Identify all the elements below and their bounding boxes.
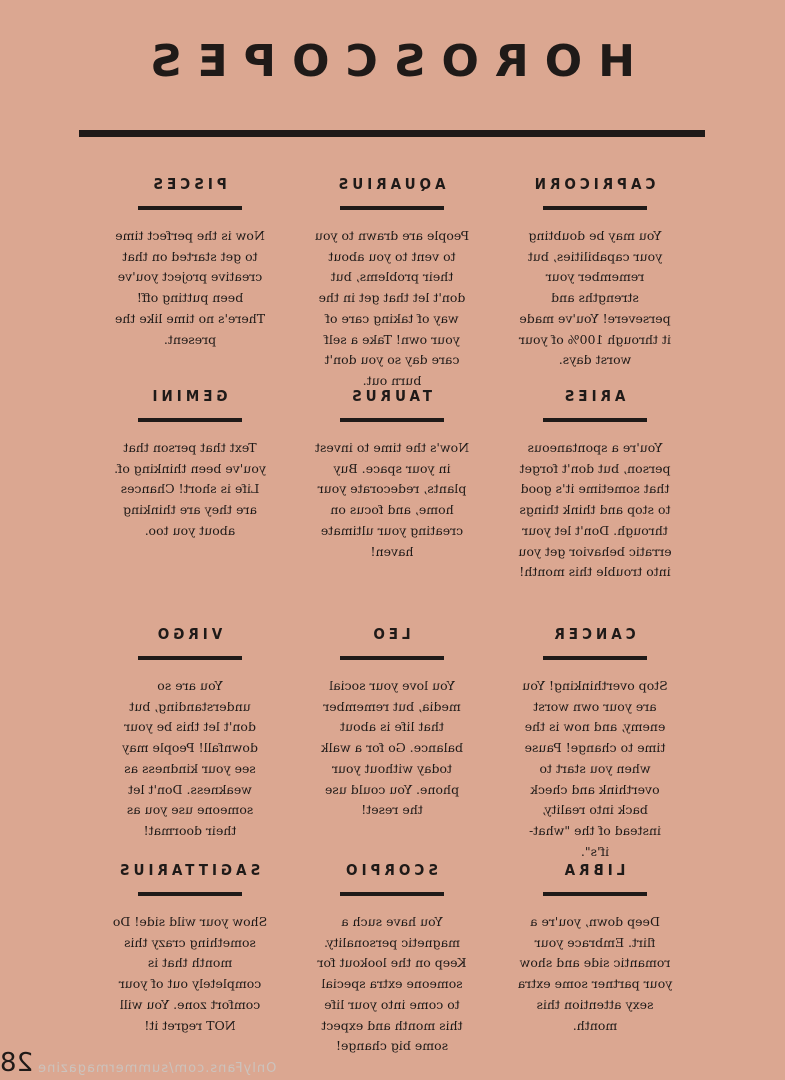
page-footer (0, 1050, 276, 1076)
sign-name: VIRGO (153, 625, 223, 643)
sign-divider (138, 656, 242, 660)
sign-sagittarius (90, 860, 290, 1036)
sign-libra (495, 860, 695, 1036)
sign-divider (543, 418, 647, 422)
sign-name: CANCER (550, 625, 636, 643)
sign-name: GEMINI (148, 387, 228, 405)
sign-name: LEO (369, 625, 411, 643)
sign-name: TAURUS (347, 387, 433, 405)
sign-divider (543, 206, 647, 210)
sign-text: Now's the time to invest in your space. Buy plants, redecorate your home, and focus on creating your ultimate haven! (314, 440, 470, 559)
sign-name: CAPRICORN (530, 175, 656, 193)
sign-leo (292, 624, 492, 821)
sign-text: You love your social media, but remember that life is about balance. Go for a walk today without your phone. You could use the reset! (320, 678, 464, 818)
sign-scorpio (292, 860, 492, 1057)
sign-name: AQUARIUS (334, 175, 446, 193)
sign-name: SCORPIO (342, 861, 438, 879)
sign-text: Deep down, you're a flirt. Embrace your romantic side and show your partner some extra sexy attention this month. (517, 914, 673, 1033)
sign-virgo (90, 624, 290, 842)
sign-divider (340, 656, 444, 660)
sign-pisces (90, 174, 290, 350)
sign-capricorn (495, 174, 695, 371)
page-number: 28 (0, 1048, 34, 1078)
sign-text: You are so understanding, but don't let this be your downfall! People may see your kindness as weakness. Don't let someone use you as their doormat! (122, 678, 258, 838)
sign-divider (138, 418, 242, 422)
sign-divider (340, 206, 444, 210)
sign-divider (340, 418, 444, 422)
sign-aries (495, 386, 695, 583)
sign-divider (543, 892, 647, 896)
sign-divider (138, 892, 242, 896)
sign-cancer (495, 624, 695, 862)
sign-aquarius (292, 174, 492, 392)
sign-taurus (292, 386, 492, 562)
sign-name: ARIES (560, 387, 626, 405)
title-divider (79, 130, 705, 137)
sign-text: You may be doubting your capabilities, but remember your strengths and persevere! You've made it through 100% of your worst days. (518, 228, 672, 368)
footer-url-watermark: OnlyFans.com/summermagazine (37, 1061, 277, 1076)
sign-text: Stop overthinking! You are your own worst enemy, and now is the time to change! Pause when you start to overthink and check back into reality, instead of the "what-if's". (522, 678, 668, 859)
sign-divider (543, 656, 647, 660)
sign-name: LIBRA (560, 861, 626, 879)
sign-text: People are drawn to you to vent to you about their problems, but don't let that get in the way of taking care of your own! Take a self care day so you don't burn out. (314, 228, 470, 388)
sign-divider (138, 206, 242, 210)
sign-name: SAGITTARIUS (115, 861, 261, 879)
sign-text: You're a spontaneous person, but don't forget that sometime it's good to stop and think things through. Don't let your erratic behavior get you into trouble this month! (518, 440, 672, 580)
sign-name: PISCES (149, 175, 227, 193)
sign-text: Text that person that you've been thinking of. Life is short! Chances are they are thinking about you too. (114, 440, 266, 538)
sign-text: You have such a magnetic personality. Keep on the lookout for someone extra special to come into your life this month and expect some big change! (317, 914, 467, 1054)
sign-divider (340, 892, 444, 896)
page-title: HOROSCOPES (134, 36, 635, 87)
sign-text: Now is the perfect time to get started on that creative project you've been putting off! There's no time like the present. (114, 228, 266, 347)
sign-text: Show your wild side! Do something crazy this month that is completely out of your comfort zone. You will NOT regret it! (112, 914, 268, 1033)
sign-gemini (90, 386, 290, 542)
